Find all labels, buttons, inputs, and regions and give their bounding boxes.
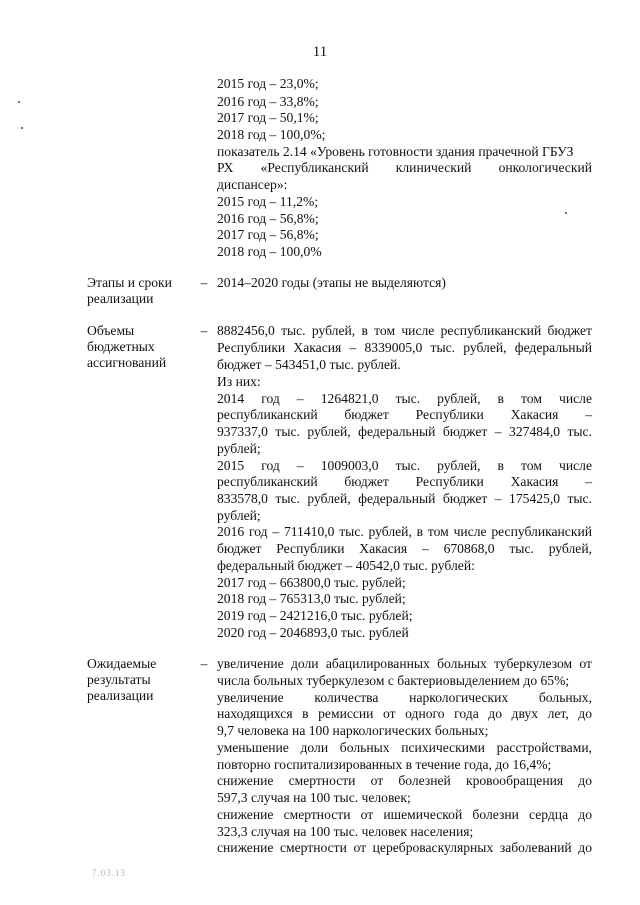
- text-line: 2014–2020 годы (этапы не выделяются): [217, 275, 446, 290]
- text-line: 597,3 случая на 100 тыс. человек;: [217, 790, 411, 805]
- text-line: федеральный бюджет – 40542,0 тыс. рублей:: [217, 558, 475, 573]
- dash-separator: –: [200, 323, 208, 338]
- text-line: 833578,0 тыс. рублей, федеральный бюджет – 175425,0 тыс.: [217, 491, 592, 506]
- text-line: 2020 год – 2046893,0 тыс. рублей: [217, 625, 409, 640]
- section-label: Этапы и сроки реализации: [87, 275, 172, 306]
- scan-speck: [565, 212, 567, 214]
- text-line: РХ «Республиканский клинический онкологический: [217, 160, 592, 175]
- text-line: бюджет Республики Хакасия – 670868,0 тыс. рублей,: [217, 541, 592, 556]
- text-line: повторно госпитализированных в течение года, до 16,4%;: [217, 757, 552, 772]
- text-line: снижение смертности от ишемической болезни сердца до: [217, 807, 592, 822]
- section-label: Ожидаемые результаты реализации: [87, 656, 157, 703]
- text-line: рублей;: [217, 508, 261, 523]
- dash-separator: –: [200, 656, 208, 671]
- text-line: уменьшение доли больных психическими расстройствами,: [217, 740, 592, 755]
- scan-speck: [18, 101, 20, 103]
- text-line: 937337,0 тыс. рублей, федеральный бюджет – 327484,0 тыс.: [217, 424, 592, 439]
- scan-speck: [21, 127, 23, 129]
- text-line: числа больных туберкулезом с бактериовыделением до 65%;: [217, 673, 570, 688]
- text-line: Республики Хакасия – 8339005,0 тыс. рублей, федеральный: [217, 340, 592, 355]
- text-line: 2015 год – 23,0%;: [217, 76, 319, 91]
- text-line: 323,3 случая на 100 тыс. человек населения;: [217, 824, 474, 839]
- section-label: Объемы бюджетных ассигнований: [87, 323, 167, 370]
- text-line: бюджет – 543451,0 тыс. рублей.: [217, 357, 401, 372]
- text-line: 2018 год – 100,0%: [217, 244, 322, 259]
- text-line: 2016 год – 711410,0 тыс. рублей, в том числе республиканский: [217, 524, 592, 539]
- text-line: Из них:: [217, 374, 261, 389]
- text-line: 2017 год – 56,8%;: [217, 227, 319, 242]
- text-line: снижение смертности от цереброваскулярных заболеваний до: [217, 840, 592, 855]
- text-line: 2018 год – 765313,0 тыс. рублей;: [217, 591, 406, 606]
- footer-mark: 7.03.13: [92, 868, 126, 878]
- text-line: 8882456,0 тыс. рублей, в том числе республиканский бюджет: [217, 323, 592, 338]
- text-line: 2016 год – 33,8%;: [217, 94, 319, 109]
- text-line: республиканский бюджет Республики Хакасия –: [217, 407, 592, 422]
- text-line: 2017 год – 663800,0 тыс. рублей;: [217, 575, 406, 590]
- page-number: 11: [312, 44, 328, 60]
- text-line: 2018 год – 100,0%;: [217, 127, 326, 142]
- text-line: республиканский бюджет Республики Хакасия –: [217, 474, 592, 489]
- text-line: 9,7 человека на 100 наркологических больных;: [217, 723, 489, 738]
- dash-separator: –: [200, 275, 208, 290]
- text-line: снижение смертности от болезней кровообращения до: [217, 773, 592, 788]
- text-line: 2015 год – 1009003,0 тыс. рублей, в том числе: [217, 458, 592, 473]
- text-line: рублей;: [217, 441, 261, 456]
- text-line: 2016 год – 56,8%;: [217, 211, 319, 226]
- text-line: 2014 год – 1264821,0 тыс. рублей, в том числе: [217, 391, 592, 406]
- text-line: увеличение доли абацилированных больных туберкулезом от: [217, 656, 592, 671]
- text-line: 2017 год – 50,1%;: [217, 110, 319, 125]
- text-line: 2019 год – 2421216,0 тыс. рублей;: [217, 608, 413, 623]
- text-line: находящихся в ремиссии от одного года до двух лет, до: [217, 706, 592, 721]
- text-line: увеличение количества наркологических больных,: [217, 690, 592, 705]
- text-line: 2015 год – 11,2%;: [217, 194, 319, 209]
- text-line: показатель 2.14 «Уровень готовности здания прачечной ГБУЗ: [217, 144, 574, 159]
- text-line: диспансер»:: [217, 177, 288, 192]
